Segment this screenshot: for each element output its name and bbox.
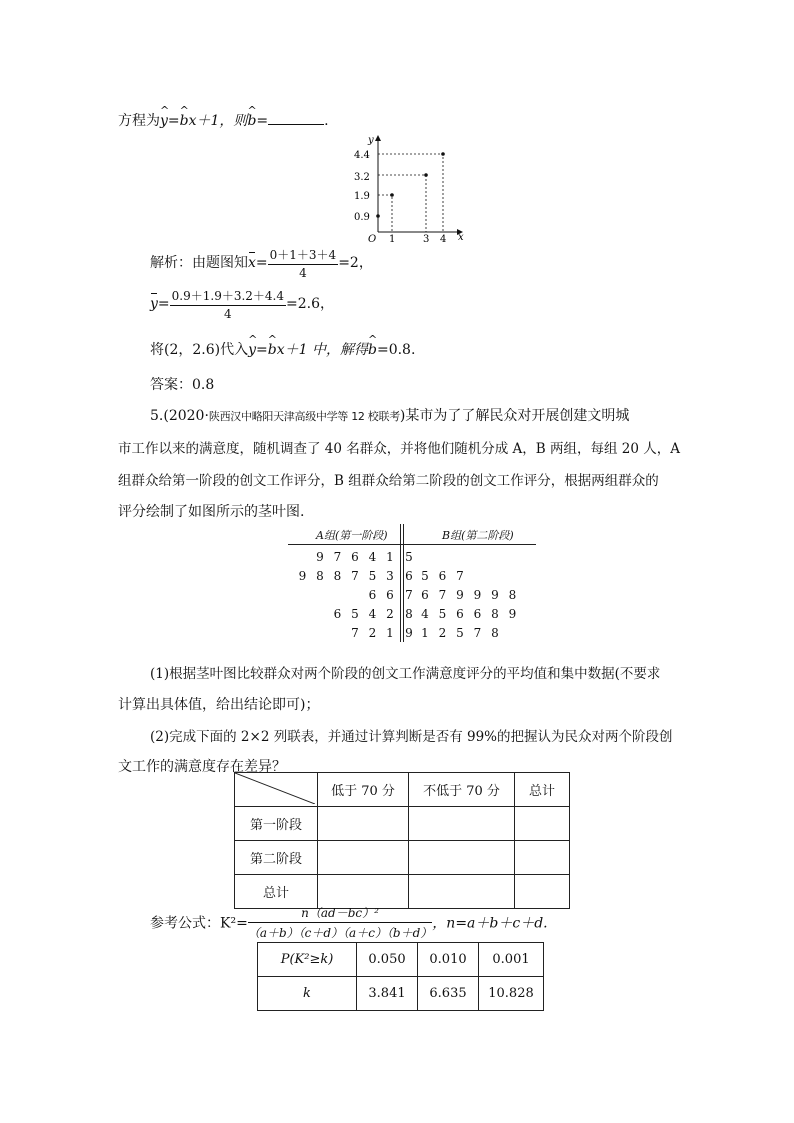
solution-line-2: [150, 287, 334, 321]
leaf-b: 9: [473, 588, 482, 602]
result: =2.6，: [286, 296, 334, 312]
leaf-a: 9: [298, 569, 307, 583]
problem-source: 陕西汉中略阳天津高级中学等 12 校联考: [208, 410, 400, 423]
guide-point-1: [378, 195, 392, 232]
numerator: 0＋1＋3＋4: [268, 246, 339, 265]
cell[interactable]: [409, 807, 515, 841]
cell[interactable]: [318, 841, 409, 875]
scatter-figure: [352, 132, 492, 244]
formula-tail: ，n=a＋b＋c＋d.: [432, 915, 548, 932]
question-1-line-2: 计算出具体值，给出结论即可)；: [118, 697, 320, 713]
stem-value: 7: [405, 588, 413, 602]
leaf-a: 7: [351, 569, 359, 583]
fraction-mean-y: [170, 287, 286, 321]
x-tick-1: 1: [389, 234, 396, 244]
stem-leaf-plot: [288, 524, 536, 644]
leaf-b: 6: [456, 607, 464, 621]
leaf-a: 8: [316, 569, 324, 583]
formula-label: 参考公式：K²=: [150, 915, 248, 932]
stem-leaf-header-line: [288, 544, 536, 545]
table-row: [258, 977, 544, 1011]
x-bar: x: [248, 255, 256, 271]
eq-sign-2: =: [256, 113, 269, 129]
b-hat-2: ^ b: [247, 113, 256, 129]
formula-fraction: [248, 904, 432, 941]
leaf-b: 6: [421, 588, 429, 602]
table-row: [235, 841, 570, 875]
eq-prefix: 方程为: [118, 113, 160, 129]
leaf-b: 8: [508, 588, 517, 602]
row-label-stage-2: 第二阶段: [235, 841, 318, 875]
x-tick-4: 4: [440, 234, 447, 244]
problem-5-line-3: 组群众给第一阶段的创文工作评分，B 组群众给第二阶段的创文工作评分，根据两组群众的: [118, 473, 659, 489]
result: =2，: [338, 255, 373, 271]
header-total: 总计: [515, 773, 570, 807]
leaf-a: 4: [368, 607, 377, 621]
cell[interactable]: [409, 841, 515, 875]
origin-label: O: [368, 234, 377, 244]
leaf-a: 5: [351, 607, 359, 621]
leaf-a: 1: [386, 550, 394, 564]
leaf-b: 6: [473, 607, 482, 621]
leaf-b: 2: [438, 626, 447, 640]
leaf-a: 3: [386, 569, 394, 583]
text: 将(2，2.6)代入: [150, 342, 249, 358]
problem-5-line-4: 评分绘制了如图所示的茎叶图.: [118, 504, 305, 520]
eq-sign: =: [255, 255, 268, 271]
leaf-b: 5: [438, 607, 447, 621]
x-axis-label: x: [458, 232, 464, 243]
leaf-a: 8: [333, 569, 342, 583]
data-point-1: [390, 193, 394, 197]
denominator: 4: [224, 307, 232, 321]
leaf-a: 6: [368, 588, 377, 602]
leaf-a: 7: [351, 626, 359, 640]
y-bar: y: [150, 296, 158, 312]
critical-value-table: [257, 942, 544, 1011]
eq-sign: =: [167, 113, 180, 129]
x-tick-3: 3: [423, 234, 430, 244]
leaf-b: 4: [421, 607, 429, 621]
leaf-a: 6: [333, 607, 342, 621]
leaf-b: 9: [491, 588, 499, 602]
b-hat: ^ b: [268, 342, 277, 358]
solution-line-3: [150, 339, 415, 359]
eq: =: [256, 342, 268, 358]
leaf-b: 1: [421, 626, 429, 640]
leaf-a: 2: [386, 607, 394, 621]
problem-5-line-2: 市工作以来的满意度，随机调查了 40 名群众，并将他们随机分成 A，B 两组，每组 20 人，A: [118, 441, 681, 457]
cell: 0.010: [418, 943, 479, 977]
problem-text: )某市为了了解民众对开展创建文明城: [399, 408, 630, 424]
header-below-70: 低于 70 分: [318, 773, 409, 807]
leaf-b: 9: [456, 588, 464, 602]
leaf-a: 2: [368, 626, 377, 640]
data-point-0: [376, 214, 380, 218]
y-axis-arrow: [375, 135, 381, 141]
formula-line: [150, 904, 548, 941]
y-tick-0.9: 0.9: [354, 212, 370, 223]
data-point-3: [424, 173, 428, 177]
formula-denominator: （a＋b）（c＋d）（a＋c）（b＋d）: [247, 926, 433, 940]
leaf-b: 7: [438, 588, 447, 602]
solution-line-1: [150, 246, 373, 280]
header-group-a: A组(第一阶段): [316, 529, 388, 542]
stem-leaf-row: [288, 586, 536, 605]
b-hat: ^ b: [180, 113, 189, 129]
y-axis-label: y: [368, 135, 374, 146]
leaf-a: 1: [386, 626, 394, 640]
cell: 10.828: [479, 977, 544, 1011]
question-1-line-1: (1)根据茎叶图比较群众对两个阶段的创文工作满意度评分的平均值和集中数据(不要求: [150, 666, 661, 682]
question-2-line-2: 文工作的满意度存在差异？: [118, 759, 286, 775]
contingency-table: [234, 772, 570, 909]
table-row: [235, 773, 570, 807]
leaf-a: 6: [386, 588, 394, 602]
solution-label: 解析：由题图知: [150, 255, 248, 271]
leaf-b: 7: [473, 626, 482, 640]
row-label-probability: P(K²≥k): [258, 943, 357, 977]
leaf-b: 7: [456, 569, 464, 583]
guide-point-4: [378, 154, 443, 232]
corner-cell: [235, 773, 318, 807]
leaf-a: 5: [368, 569, 377, 583]
header-group-b: B组(第二阶段): [442, 529, 514, 542]
formula-numerator: n（ad－bc）²: [248, 904, 432, 923]
cell: 6.635: [418, 977, 479, 1011]
denominator: 4: [299, 266, 307, 280]
leaf-a: 9: [316, 550, 324, 564]
stem-leaf-row: [288, 624, 536, 643]
cell: 0.001: [479, 943, 544, 977]
cell: 0.050: [357, 943, 418, 977]
numerator: 0.9＋1.9＋3.2＋4.4: [170, 287, 286, 306]
table-row: [258, 943, 544, 977]
leaf-a: 7: [333, 550, 342, 564]
stem-leaf-row: [288, 567, 536, 586]
data-point-4: [441, 152, 445, 156]
row-label-total: 总计: [235, 875, 318, 909]
leaf-a: 4: [368, 550, 377, 564]
corner-diagonal: [235, 773, 315, 804]
table-row: [235, 807, 570, 841]
stem-value: 6: [405, 569, 413, 583]
leaf-b: 8: [491, 626, 499, 640]
x-plus: x＋1，则: [188, 113, 248, 129]
row-label-stage-1: 第一阶段: [235, 807, 318, 841]
cell[interactable]: [515, 841, 570, 875]
stem-value: 5: [405, 550, 413, 564]
eq-sign: =: [157, 296, 170, 312]
text: =0.8.: [376, 342, 416, 358]
stem-leaf-row: [288, 548, 536, 567]
question-2-line-1: (2)完成下面的 2×2 列联表，并通过计算判断是否有 99%的把握认为民众对两个阶段创: [150, 729, 673, 745]
row-label-k: k: [258, 977, 357, 1011]
text: x＋1 中，解得: [276, 342, 368, 358]
y-hat: ^ y: [160, 113, 168, 129]
answer-line: 答案：0.8: [150, 377, 215, 393]
stem-value: 9: [405, 626, 413, 640]
guide-point-3: [378, 175, 426, 232]
problem-number: 5.(2020·: [150, 408, 209, 424]
cell[interactable]: [318, 807, 409, 841]
y-tick-1.9: 1.9: [354, 191, 370, 202]
leaf-b: 5: [421, 569, 429, 583]
period: .: [324, 113, 329, 129]
leaf-b: 6: [438, 569, 447, 583]
y-hat: ^ y: [248, 342, 256, 358]
leaf-a: 6: [351, 550, 359, 564]
y-tick-3.2: 3.2: [354, 172, 370, 183]
stem-leaf-row: [288, 605, 536, 624]
answer-blank: [268, 112, 324, 125]
problem-5-line-1: [150, 405, 629, 425]
stem-value: 8: [405, 607, 413, 621]
leaf-b: 8: [491, 607, 499, 621]
header-not-below-70: 不低于 70 分: [409, 773, 515, 807]
cell[interactable]: [515, 807, 570, 841]
y-tick-4.4: 4.4: [354, 150, 370, 161]
b-hat-2: ^ b: [368, 342, 377, 358]
leaf-b: 5: [456, 626, 464, 640]
prev-equation-line: [118, 110, 329, 130]
fraction-mean-x: [268, 246, 339, 280]
cell: 3.841: [357, 977, 418, 1011]
leaf-b: 9: [508, 607, 517, 621]
